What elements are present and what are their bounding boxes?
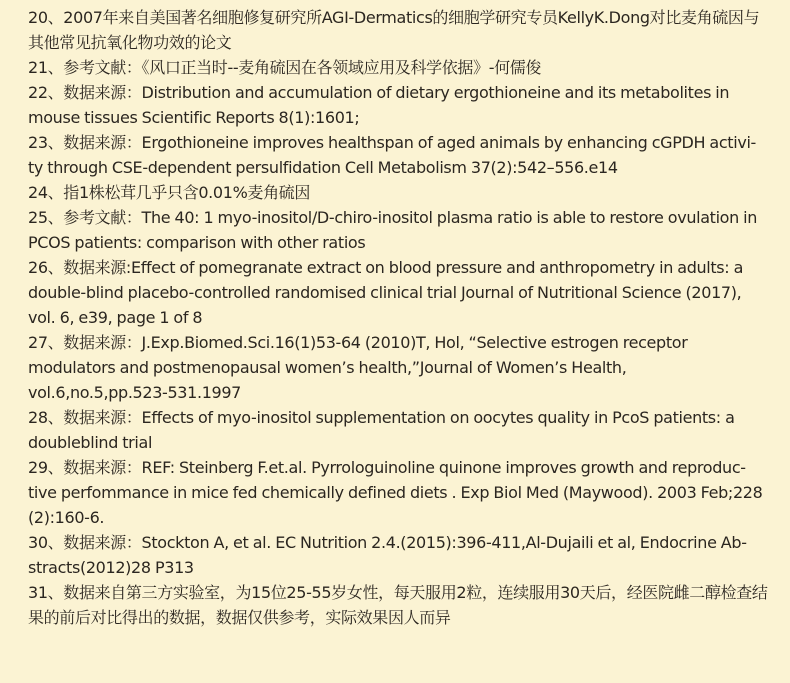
reference-item-21: 21、参考文献：《风口正当时--麦角硫因在各领域应用及科学依据》-何儒俊 <box>28 58 542 77</box>
reference-item-23: 23、数据来源：Ergothioneine improves healthspan of aged animals by enhancing cGPDH activi-ty through CSE-dependent persulfidation Cell Metabolism 37(2):542–556.e14 <box>28 133 756 177</box>
reference-item-25: 25、参考文献：The 40: 1 myo-inositol/D-chiro-inositol plasma ratio is able to restore ovulation in PCOS patients: comparison with other ratios <box>28 208 758 252</box>
reference-list <box>28 5 770 630</box>
reference-item-27: 27、数据来源：J.Exp.Biomed.Sci.16(1)53-64 (2010)T, Hol, “Selective estrogen receptor modulators and postmenopausal women’s health,”Journal of Women’s Health, vol.6,no.5,pp.523-531.1997 <box>28 333 688 402</box>
reference-item-22: 22、数据来源：Distribution and accumulation of dietary ergothioneine and its metabolites in mouse tissues Scientific Reports 8(1):1601; <box>28 83 730 127</box>
reference-item-24: 24、指1株松茸几乎只含0.01%麦角硫因 <box>28 183 311 202</box>
reference-item-31: 31、数据来自第三方实验室，为15位25-55岁女性，每天服用2粒，连续服用30天后，经医院雌二醇检查结果的前后对比得出的数据，数据仅供参考，实际效果因人而异 <box>28 583 768 627</box>
reference-item-30: 30、数据来源：Stockton A, et al. EC Nutrition 2.4.(2015):396-411,Al-Dujaili et al, Endocrine Ab-stracts(2012)28 P313 <box>28 533 747 577</box>
reference-item-20: 20、2007年来自美国著名细胞修复研究所AGI-Dermatics的细胞学研究专员KellyK.Dong对比麦角硫因与其他常见抗氧化物功效的论文 <box>28 8 760 52</box>
reference-item-28: 28、数据来源：Effects of myo-inositol supplementation on oocytes quality in PcoS patients: a doubleblind trial <box>28 408 735 452</box>
reference-item-29: 29、数据来源：REF: Steinberg F.et.al. Pyrrologuinoline quinone improves growth and reproduc-tive perfommance in mice fed chemically defined diets . Exp Biol Med (Maywood). 2003 Feb;228 (2):160-6. <box>28 458 763 527</box>
reference-item-26: 26、数据来源:Effect of pomegranate extract on blood pressure and anthropometry in adults: a double-blind placebo-controlled randomised clinical trial Journal of Nutritional Science (2017), vol. 6, e39, page 1 of 8 <box>28 258 744 327</box>
